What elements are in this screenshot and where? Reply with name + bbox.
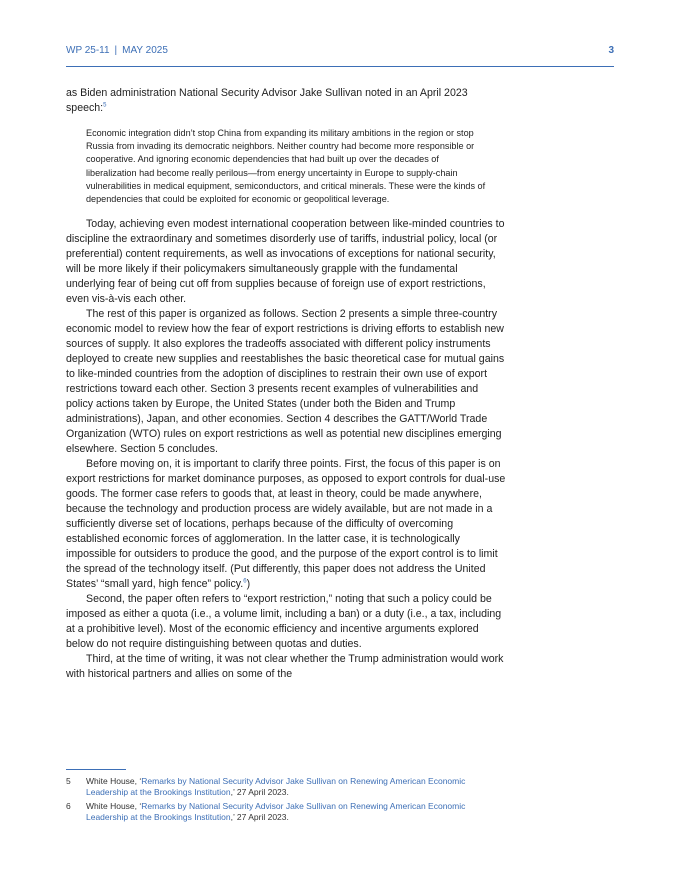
paragraph-4: Second, the paper often refers to “export restriction,” noting that such a policy could be imposed as either a quota (i.e., a volume limit, including a ban) or a duty (i.e., a tax, including at a prohibitive level). Most of the economic efficiency and incentive arguments explored below do not require distinguishing between quotas and duties. — [66, 593, 502, 651]
intro-text: as Biden administration National Security Advisor Jake Sullivan noted in an April 2023 speech: — [66, 87, 468, 114]
footnote-link[interactable]: Remarks by National Security Advisor Jake Sullivan on Renewing American Economic Leadership at the Brookings Institution — [86, 776, 466, 797]
series-label: WP 25-11 — [66, 45, 110, 56]
footnote-prefix: White House, ‘ — [86, 801, 142, 811]
paragraph-3 — [66, 457, 506, 592]
footnote-text — [86, 776, 506, 798]
header-rule — [66, 66, 614, 67]
footnote-prefix: White House, ‘ — [86, 776, 142, 786]
intro-paragraph — [66, 86, 506, 116]
block-quote: Economic integration didn’t stop China from expanding its military ambitions in the region or stop Russia from invading its democratic neighbors. Neither country had become more responsible or cooperative. And ignoring economic dependencies that had built up over the decades of liberalization had become really perilous—from energy uncertainty in Europe to supply-chain vulnerabilities in medical equipment, semiconductors, and critical minerals. These were the kinds of dependencies that could be exploited for economic or geopolitical leverage. — [86, 128, 486, 205]
footnotes — [66, 776, 506, 826]
header-series — [66, 45, 168, 56]
footnote-6 — [66, 801, 506, 823]
running-header — [66, 45, 614, 56]
header-separator: | — [114, 45, 118, 56]
paragraph-1: Today, achieving even modest international cooperation between like-minded countries to discipline the extraordinary and sometimes disorderly use of tariffs, industrial policy, local (or preferential) content requirements, as well as invocations of exceptions for national security, will be more likely if their policymakers simultaneously grapple with the fundamental underlying fear of being cut off from supplies because of foreign use of export restrictions, even vis-à-vis each other. — [66, 218, 505, 306]
footnote-suffix: ,’ 27 April 2023. — [230, 812, 289, 822]
paragraph-3-end: ) — [246, 578, 251, 591]
paragraph-2: The rest of this paper is organized as follows. Section 2 presents a simple three-country economic model to review how the fear of export restrictions is driving efforts to establish new sources of supply. It also explores the tradeoffs associated with different policy instruments deployed to create new supplies and reestablishes the basic theoretical case for mutual gains to like-minded countries from the adoption of disciplines to restrain their own use of export restrictions toward each other. Section 3 presents recent examples of vulnerabilities and policy actions taken by Europe, the United States (under both the Biden and Trump administrations), Japan, and other economies. Section 4 describes the GATT/World Trade Organization (WTO) rules on export restrictions as well as potential new disciplines emerging elsewhere. Section 5 concludes. — [66, 308, 505, 456]
footnote-rule — [66, 769, 126, 770]
footnote-ref-5[interactable]: 5 — [103, 102, 107, 109]
footnote-ref-6[interactable]: 6 — [243, 578, 247, 585]
footnote-5 — [66, 776, 506, 798]
paragraph-5: Third, at the time of writing, it was not clear whether the Trump administration would work with historical partners and allies on some of the — [66, 653, 504, 681]
header-date: MAY 2025 — [122, 45, 168, 56]
footnote-number: 6 — [66, 801, 71, 811]
footnote-number: 5 — [66, 776, 71, 786]
footnote-text — [86, 801, 506, 823]
body-text — [66, 86, 506, 682]
footnote-suffix: ,’ 27 April 2023. — [230, 787, 289, 797]
footnote-link[interactable]: Remarks by National Security Advisor Jake Sullivan on Renewing American Economic Leadership at the Brookings Institution — [86, 801, 466, 822]
paragraph-3-text: Before moving on, it is important to clarify three points. First, the focus of this paper is on export restrictions for market dominance purposes, as opposed to export controls for dual-use goods. The former case refers to goods that, at least in theory, could be made anywhere, because the technology and production process are widely available, but are not made in a sufficiently diverse set of locations, perhaps because of the difficulty of overcoming established economic forces of agglomeration. In the latter case, it is technologically impossible for outsiders to produce the good, and the purpose of the export control is to limit the spread of the technology itself. (Put differently, this paper does not address the United States’ “small yard, high fence” policy. — [66, 458, 506, 591]
page-number: 3 — [608, 45, 614, 56]
